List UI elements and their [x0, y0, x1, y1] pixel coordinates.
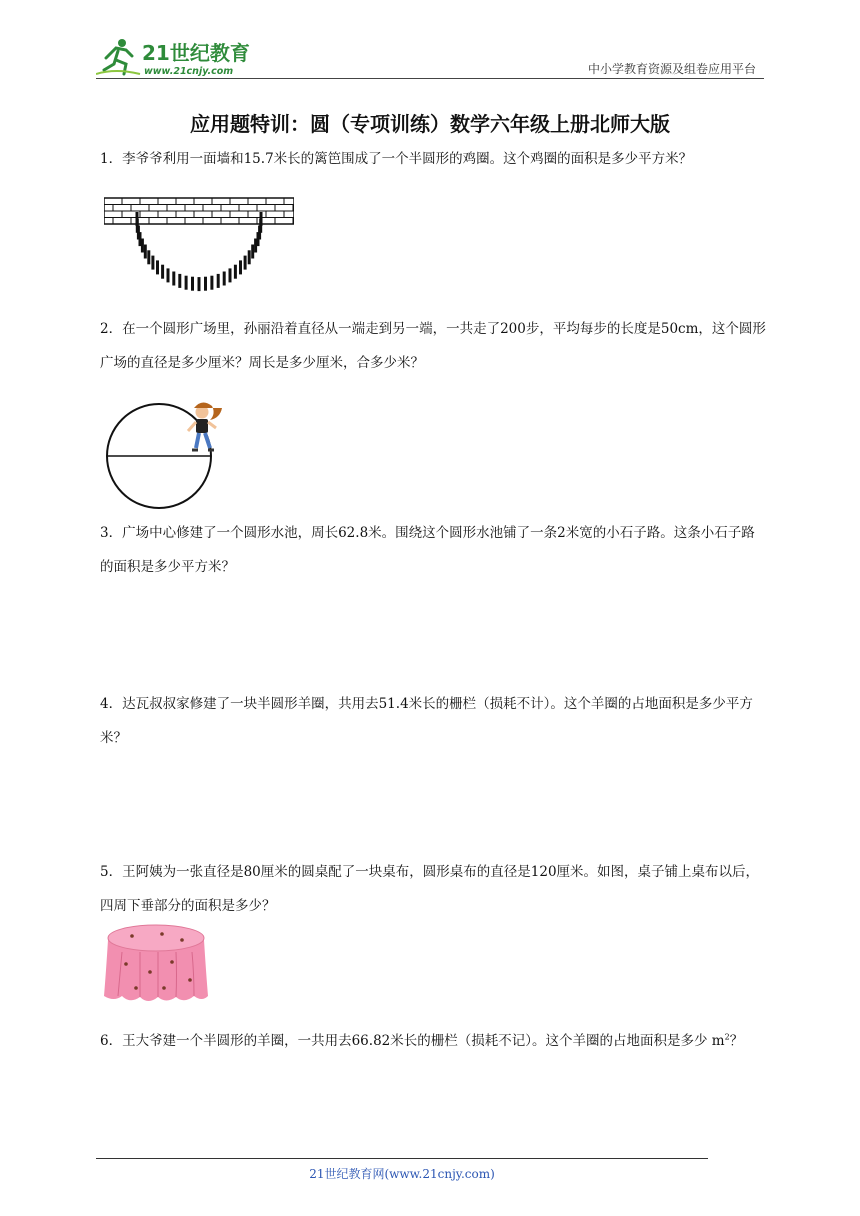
footer-divider: [96, 1158, 708, 1159]
question-5: [100, 855, 766, 923]
logo: [96, 34, 266, 80]
page-header: [96, 34, 764, 80]
question-6: [100, 1024, 766, 1058]
question-text: 在一个圆形广场里，孙丽沿着直径从一端走到另一端，一共走了200步，平均每步的长度是50cm，这个圆形广场的直径是多少厘米？周长是多少厘米，合多少米？: [100, 321, 766, 371]
tablecloth-figure: [102, 922, 210, 1006]
header-tagline: 中小学教育资源及组卷应用平台: [587, 62, 756, 76]
runner-icon: [96, 39, 140, 74]
question-number: 1．: [100, 151, 123, 167]
question-text: 李爷爷利用一面墙和15.7米长的篱笆围成了一个半圆形的鸡圈。这个鸡圈的面积是多少平方米？: [122, 151, 693, 167]
question-2: [100, 312, 766, 380]
superscript: 2: [724, 1032, 730, 1042]
wall-fence-figure: [104, 196, 294, 300]
girl-walker-icon: [188, 402, 222, 450]
question-text: 王阿姨为一张直径是80厘米的圆桌配了一块桌布，圆形桌布的直径是120厘米。如图，桌子铺上桌布以后，四周下垂部分的面积是多少？: [100, 864, 760, 914]
question-text-end: ？: [729, 1033, 744, 1049]
page-footer: 21世纪教育网(www.21cnjy.com): [309, 1167, 495, 1181]
header-divider: [96, 78, 764, 79]
question-number: 4．: [100, 696, 123, 712]
page-title: 应用题特训：圆（专项训练）数学六年级上册北师大版: [190, 112, 670, 136]
question-3: [100, 516, 766, 584]
logo-text: 21世纪教育: [142, 41, 250, 65]
question-text: 广场中心修建了一个圆形水池，周长62.8米。围绕这个圆形水池铺了一条2米宽的小石子路。这条小石子路的面积是多少平方米？: [100, 525, 755, 575]
question-number: 5．: [100, 864, 123, 880]
question-text: 王大爷建一个半圆形的羊圈，一共用去66.82米长的栅栏（损耗不记）。这个羊圈的占地面积是多少 m: [122, 1033, 725, 1049]
question-text: 达瓦叔叔家修建了一块半圆形羊圈，共用去51.4米长的栅栏（损耗不计）。这个羊圈的占地面积是多少平方米？: [100, 696, 753, 746]
question-1: [100, 142, 766, 176]
question-number: 2．: [100, 321, 123, 337]
circle-square-figure: [104, 398, 234, 512]
question-4: [100, 687, 766, 755]
logo-url: www.21cnjy.com: [144, 66, 234, 77]
question-number: 3．: [100, 525, 123, 541]
question-number: 6．: [100, 1033, 123, 1049]
